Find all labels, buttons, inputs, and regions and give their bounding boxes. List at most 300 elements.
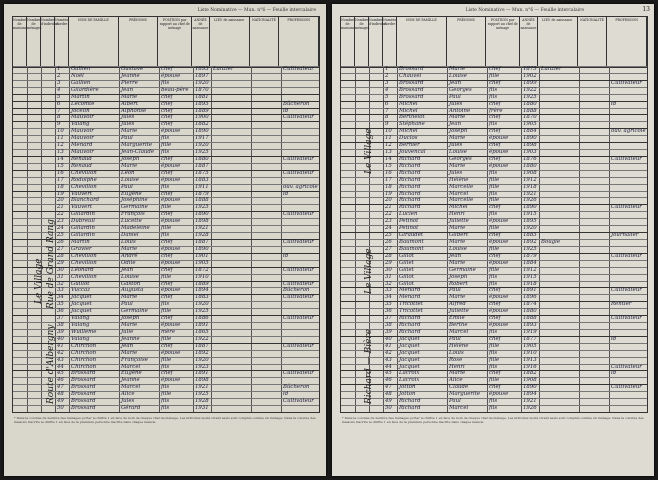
cell-name: Brossard (71, 384, 96, 391)
cell-rel: épouse (161, 197, 181, 204)
cell-prof: id (611, 100, 617, 107)
cell-rel: fils (489, 280, 498, 287)
cell-year: 1925 (195, 149, 209, 156)
cell-first: Paul (449, 398, 461, 405)
cell-first: Jules (449, 100, 463, 107)
cell-year: 1905 (523, 342, 537, 349)
cell-prof: Bûcheron (283, 100, 310, 107)
cell-rel: chef (161, 266, 173, 273)
order-number: 15 (57, 162, 64, 169)
cell-name: Valang (71, 322, 90, 329)
cell-year: 1888 (523, 315, 537, 322)
cell-first: Jules (121, 114, 135, 121)
cell-year: 1896 (523, 294, 537, 301)
cell-year: 1920 (195, 142, 209, 149)
cell-year: 1911 (195, 183, 209, 190)
cell-name: Brossard (71, 405, 96, 412)
cell-rel: chef (489, 315, 501, 322)
cell-year: 1920 (523, 225, 537, 232)
order-number: 10 (385, 128, 392, 135)
order-number: 2 (385, 72, 389, 79)
cell-rel: fille (161, 308, 172, 315)
cell-year: 1893 (523, 322, 537, 329)
order-number: 48 (385, 391, 392, 398)
cell-name: Menard (71, 142, 93, 149)
order-number: 4 (385, 86, 389, 93)
cell-year: 1899 (523, 79, 537, 86)
cell-rel: fille (489, 377, 500, 384)
cell-name: Richard (399, 398, 421, 405)
cell-first: Germaine (121, 308, 148, 315)
cell-first: Joséphine (121, 197, 148, 204)
cell-prof: id (283, 190, 289, 197)
cell-year: 1898 (195, 377, 209, 384)
cell-rel: chef (489, 155, 501, 162)
order-number: 3 (57, 79, 61, 86)
cell-first: Hélène (449, 176, 469, 183)
cell-rel: fille (161, 204, 172, 211)
cell-year: 1922 (523, 86, 537, 93)
cell-prof: ouv. agricole (611, 128, 646, 135)
cell-name: Chevillon (71, 259, 97, 266)
cell-rel: fils (161, 363, 170, 370)
cell-rel: chef (489, 232, 501, 239)
cell-first: Marcelle (449, 197, 474, 204)
cell-name: Jacquet (399, 363, 420, 370)
order-number: 48 (57, 391, 64, 398)
cell-name: Gillardin (71, 211, 95, 218)
cell-name: Chevillon (71, 169, 97, 176)
cell-name: Mauvoir (71, 135, 94, 142)
cell-rel: chef (161, 169, 173, 176)
cell-year: 1890 (195, 245, 209, 252)
cell-first: Madeleine (121, 225, 150, 232)
order-number: 24 (385, 225, 392, 232)
cell-first: Louise (449, 245, 467, 252)
column-header: Numéro d'ordre (55, 17, 69, 67)
cell-place: Lanzier (213, 66, 234, 72)
cell-year: 1875 (195, 169, 209, 176)
cell-name: Richard (399, 328, 421, 335)
cell-first: Joseph (121, 155, 140, 162)
column-header: NATIONALITÉ (578, 17, 608, 67)
cell-prof: Cultivateur (611, 79, 642, 86)
cell-rel: épouse (489, 322, 509, 329)
cell-rel: épouse (489, 391, 509, 398)
column-header: PROFESSION (607, 17, 647, 67)
cell-rel: chef (489, 204, 501, 211)
cell-name: Mauvoir (71, 114, 94, 121)
order-number: 20 (385, 197, 392, 204)
order-number: 50 (385, 405, 392, 412)
cell-first: Jeanne (121, 377, 140, 384)
cell-prof: id (283, 252, 289, 259)
cell-rel: épouse (161, 162, 181, 169)
cell-first: Louise (449, 149, 467, 156)
order-number: 8 (57, 114, 61, 121)
column-header: LIEU de naissance (210, 17, 250, 67)
cell-name: Jacquet (399, 335, 420, 342)
cell-first: François (121, 211, 145, 218)
cell-name: Michel (399, 107, 418, 114)
cell-year: 1925 (523, 93, 537, 100)
order-number: 11 (385, 135, 392, 142)
column-header: NOM DE FAMILLE (69, 17, 119, 67)
cell-name: Brossard (71, 377, 96, 384)
cell-year: 1870 (523, 114, 537, 121)
order-number: 44 (385, 363, 392, 370)
cell-prof: Cultivateur (283, 370, 314, 377)
cell-year: 1894 (195, 287, 209, 294)
cell-year: 1887 (195, 342, 209, 349)
cell-year: 1925 (523, 245, 537, 252)
cell-name: Jacquet (71, 294, 92, 301)
order-number: 1 (385, 66, 389, 72)
column-header: PRÉNOMS (119, 17, 159, 67)
cell-name: Chauvel (399, 72, 422, 79)
order-number: 17 (385, 176, 392, 183)
cell-year: 1905 (195, 259, 209, 266)
order-number: 43 (385, 356, 392, 363)
cell-year: 1880 (523, 100, 537, 107)
cell-year: 1892 (523, 239, 537, 245)
cell-prof: id (283, 107, 289, 114)
cell-name: Martin (71, 93, 90, 100)
order-number: 12 (57, 142, 64, 149)
cell-first: Marie (449, 239, 466, 245)
cell-name: Menard (399, 287, 421, 294)
cell-name: Baumont (399, 245, 424, 252)
cell-first: Marcel (449, 190, 469, 197)
cell-name: Chirchon (71, 349, 97, 356)
cell-rel: épouse (489, 218, 509, 225)
cell-year: 1891 (195, 370, 209, 377)
column-header: ANNÉE de naissance (520, 17, 538, 67)
cell-rel: fils (161, 135, 170, 142)
cell-rel: épouse (161, 377, 181, 384)
cell-year: 1898 (195, 218, 209, 225)
cell-first: Jeanne (121, 335, 140, 342)
order-number: 36 (385, 308, 392, 315)
cell-prof: Cultivateur (283, 239, 314, 245)
cell-name: Brossard (399, 79, 424, 86)
cell-year: 1925 (195, 204, 209, 211)
cell-first: Marcel (449, 405, 469, 412)
cell-name: Léonard (71, 266, 94, 273)
cell-year: 1880 (523, 162, 537, 169)
cell-first: Eugène (121, 370, 142, 377)
order-number: 13 (385, 149, 392, 156)
cell-prof: Cultivateur (611, 204, 642, 211)
cell-rel: chef (489, 128, 501, 135)
cell-first: Marie (121, 349, 138, 356)
cell-first: Henri (449, 211, 465, 218)
cell-name: Jacquet (71, 308, 92, 315)
cell-year: 1879 (523, 252, 537, 259)
cell-rel: épouse (161, 349, 181, 356)
cell-first: Paul (449, 93, 461, 100)
order-number: 35 (57, 301, 64, 308)
table-header (12, 16, 320, 68)
order-number: 33 (385, 287, 392, 294)
cell-first: Hélène (449, 342, 469, 349)
cell-name: Jotton (399, 384, 416, 391)
cell-year: 1928 (195, 232, 209, 239)
cell-prof: Cultivateur (611, 363, 642, 370)
cell-name: Richard (399, 155, 421, 162)
cell-year: 1910 (195, 273, 209, 280)
cell-first: Gaston (121, 280, 141, 287)
cell-rel: chef (161, 107, 173, 114)
cell-first: Julie (121, 328, 134, 335)
cell-first: Juliette (449, 218, 469, 225)
cell-first: Joseph (121, 315, 140, 322)
order-number: 18 (385, 183, 392, 190)
cell-name: Tricottet (399, 308, 423, 315)
cell-rel: chef (489, 335, 501, 342)
cell-year: 1921 (523, 398, 537, 405)
order-number: 9 (57, 121, 61, 128)
cell-rel: chef (161, 100, 173, 107)
cell-rel: chef (489, 287, 501, 294)
cell-first: Louis (121, 239, 136, 245)
cell-first: Marie (449, 259, 466, 266)
cell-name: Rodolphe (71, 176, 97, 183)
side-label: Le Village (364, 248, 374, 294)
cell-name: Petinot (399, 225, 419, 232)
cell-first: Marcel (449, 328, 469, 335)
cell-first: Marie (449, 370, 466, 377)
cell-year: 1890 (523, 384, 537, 391)
cell-rel: fille (161, 335, 172, 342)
cell-first: Lucette (121, 218, 142, 225)
cell-name: Jacquet (399, 349, 420, 356)
order-number: 47 (385, 384, 392, 391)
cell-first: Marie (449, 66, 466, 72)
cell-first: Jules (449, 142, 463, 149)
cell-prof: Cultivateur (611, 155, 642, 162)
cell-prof: Cultivateur (283, 342, 314, 349)
cell-first: Joseph (449, 273, 468, 280)
cell-first: André (121, 252, 138, 259)
cell-first: Daniel (121, 232, 139, 239)
table-body (340, 66, 648, 413)
cell-name: Lacroix (399, 370, 420, 377)
cell-place: Lanzier (541, 66, 562, 72)
order-number: 29 (57, 259, 64, 266)
cell-rel: chef (489, 384, 501, 391)
cell-year: 1880 (523, 308, 537, 315)
cell-year: 1931 (195, 405, 209, 412)
cell-name: Gallien (71, 66, 91, 72)
column-header: PRÉNOMS (447, 17, 487, 67)
cell-year: 1879 (195, 190, 209, 197)
cell-rel: chef (161, 294, 173, 301)
cell-year: 1920 (195, 356, 209, 363)
cell-first: Michel (449, 204, 468, 211)
cell-rel: fille (489, 342, 500, 349)
cell-first: Alphonse (121, 107, 147, 114)
cell-rel: épouse (489, 239, 509, 245)
order-number: 35 (385, 301, 392, 308)
cell-rel: épouse (161, 259, 181, 266)
cell-year: 1915 (523, 211, 537, 218)
cell-first: Gérard (121, 405, 141, 412)
order-number: 46 (57, 377, 64, 384)
order-number: 47 (57, 384, 64, 391)
cell-year: 1917 (195, 135, 209, 142)
cell-first: Marie (449, 114, 466, 121)
cell-rel: fille (489, 72, 500, 79)
order-number: 33 (57, 287, 64, 294)
page-header: Liste Nominative — Mun. n°6 — Feuille intercalaire (197, 8, 316, 13)
cell-year: 1922 (195, 335, 209, 342)
cell-first: Marguerite (449, 391, 481, 398)
cell-prof: ouv. agricole (283, 183, 318, 190)
cell-year: 1918 (523, 183, 537, 190)
cell-rel: fils (161, 398, 170, 405)
cell-first: Louise (121, 176, 139, 183)
cell-rel: fils (161, 183, 170, 190)
cell-name: Mauvoir (71, 128, 94, 135)
cell-rel: chef (161, 93, 173, 100)
cell-year: 1882 (523, 370, 537, 377)
cell-rel: chef (489, 100, 501, 107)
cell-rel: fille (161, 142, 172, 149)
order-number: 10 (57, 128, 64, 135)
cell-first: Paul (449, 287, 461, 294)
column-header: Nombre de maisons (341, 17, 355, 67)
cell-rel: épouse (489, 135, 509, 142)
order-number: 4 (57, 86, 61, 93)
order-number: 7 (385, 107, 389, 114)
order-number: 19 (385, 190, 392, 197)
side-label: Rue de Grand Rang (46, 219, 56, 309)
order-number: 6 (385, 100, 389, 107)
cell-year: 1891 (195, 322, 209, 329)
cell-prof: id (611, 370, 617, 377)
cell-prof: Cultivateur (283, 398, 314, 405)
cell-year: 1895 (523, 218, 537, 225)
order-number: 1 (57, 66, 61, 72)
order-number: 37 (385, 315, 392, 322)
order-number: 16 (385, 169, 392, 176)
cell-year: 1919 (523, 328, 537, 335)
cell-first: Jules (121, 121, 135, 128)
cell-name: Renaud (71, 155, 92, 162)
cell-rel: fils (489, 363, 498, 370)
cell-prof: Bûcheron (283, 287, 310, 294)
cell-first: Émile (449, 315, 465, 322)
order-number: 20 (57, 197, 64, 204)
cell-year: 1921 (523, 190, 537, 197)
cell-name: Berthelot (399, 114, 425, 121)
cell-year: 1883 (195, 294, 209, 301)
cell-year: 1882 (195, 121, 209, 128)
cell-name: Martin (71, 239, 90, 245)
cell-rel: fille (489, 356, 500, 363)
cell-first: Henri (449, 363, 465, 370)
cell-rel: épouse (161, 322, 181, 329)
order-number: 25 (385, 232, 392, 239)
cell-name: Brossard (71, 370, 96, 377)
cell-name: Richard (399, 183, 421, 190)
order-number: 38 (57, 322, 64, 329)
order-number: 34 (385, 294, 392, 301)
cell-rel: chef (161, 155, 173, 162)
cell-name: Dubreuil (71, 218, 95, 225)
cell-prof: Cultivateur (283, 155, 314, 162)
cell-rel: fille (489, 183, 500, 190)
order-number: 42 (57, 349, 64, 356)
cell-rel: chef (489, 252, 501, 259)
cell-rel: épouse (489, 162, 509, 169)
cell-first: Louis (449, 349, 464, 356)
cell-rel: fils (489, 169, 498, 176)
cell-prof: Cultivateur (283, 315, 314, 322)
cell-year: 1925 (195, 308, 209, 315)
cell-prof: Cultivateur (283, 266, 314, 273)
cell-name: Richard (399, 162, 421, 169)
cell-year: 1928 (195, 398, 209, 405)
cell-year: 1918 (523, 280, 537, 287)
cell-first: Germaine (121, 204, 148, 211)
order-number: 32 (57, 280, 64, 287)
order-number: 32 (385, 280, 392, 287)
cell-name: Lacroix (399, 377, 420, 384)
cell-first: Marie (121, 322, 138, 329)
order-number: 8 (385, 114, 389, 121)
cell-first: Paul (121, 183, 133, 190)
cell-rel: chef (161, 66, 173, 72)
cell-first: Eugène (121, 190, 142, 197)
cell-rel: fille (489, 197, 500, 204)
cell-year: 1880 (195, 155, 209, 162)
order-number: 2 (57, 72, 61, 79)
order-number: 37 (57, 315, 64, 322)
cell-year: 1890 (523, 135, 537, 142)
cell-year: 1892 (195, 349, 209, 356)
cell-name: Gillardin (71, 232, 95, 239)
order-number: 44 (57, 363, 64, 370)
cell-name: Michel (399, 100, 418, 107)
order-number: 39 (385, 328, 392, 335)
cell-first: Marcel (121, 384, 141, 391)
cell-first: Marcel (121, 363, 141, 370)
order-number: 40 (57, 335, 64, 342)
side-label: Route d'Albergny (46, 324, 56, 404)
cell-rel: fils (489, 405, 498, 412)
order-number: 6 (57, 100, 61, 107)
cell-name: Richard (399, 322, 421, 329)
cell-name: Richard (399, 176, 421, 183)
cell-year: 1885 (523, 232, 537, 239)
cell-prof: Rentier (611, 301, 632, 308)
cell-year: 1926 (523, 405, 537, 412)
order-number: 28 (385, 252, 392, 259)
cell-name: Gilardière (71, 86, 99, 93)
order-number: 30 (385, 266, 392, 273)
cell-name: Baumont (399, 239, 424, 245)
cell-name: Stéphane (399, 121, 425, 128)
cell-rel: fils (161, 405, 170, 412)
cell-prof: id (611, 335, 617, 342)
cell-year: 1888 (195, 197, 209, 204)
cell-rel: chef (161, 342, 173, 349)
order-number: 46 (385, 377, 392, 384)
column-header: PROFESSION (279, 17, 319, 67)
order-number: 39 (57, 328, 64, 335)
